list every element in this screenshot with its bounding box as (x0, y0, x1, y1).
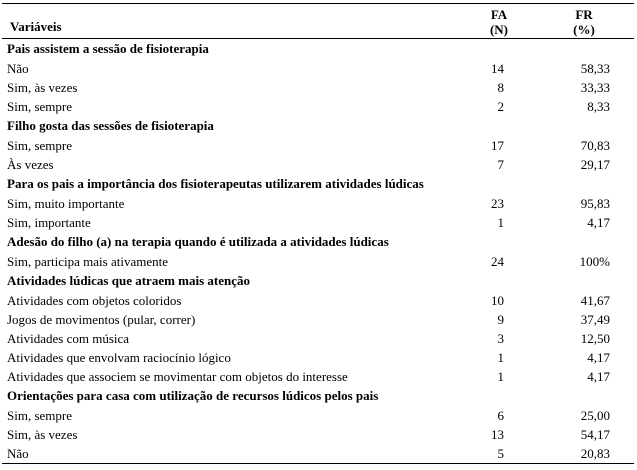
row-fa-value: 1 (497, 349, 504, 365)
row-label: Sim, sempre (7, 98, 72, 114)
row-fr-value: 4,17 (587, 214, 610, 230)
row-fa-value: 10 (491, 292, 504, 308)
section-title: Pais assistem a sessão de fisioterapia (7, 41, 209, 56)
row-fa-value: 1 (497, 214, 504, 230)
row-label: Atividades com música (7, 330, 130, 346)
row-label: Não (7, 60, 29, 76)
row-fr-value: 25,00 (580, 407, 610, 423)
section-header-row (2, 386, 634, 406)
header-fr-line2: (%) (573, 22, 595, 37)
row-fa-value: 14 (491, 60, 504, 76)
section-header-row (2, 271, 634, 291)
row-fa-value: 3 (497, 330, 504, 346)
table-row (2, 329, 634, 348)
table-row (2, 155, 634, 174)
table-row (2, 194, 634, 213)
row-fr-value: 12,50 (580, 330, 610, 346)
row-fa-value: 13 (491, 426, 504, 442)
table-row (2, 348, 634, 367)
row-fa-value: 5 (464, 444, 534, 464)
results-table (2, 3, 634, 464)
table-body (2, 39, 634, 464)
table-row (2, 78, 634, 97)
header-fr (534, 4, 634, 39)
table-row (2, 406, 634, 425)
row-fa-value: 6 (497, 407, 504, 423)
table-row (2, 97, 634, 116)
header-variable: Variáveis (2, 4, 464, 39)
row-fa-value: 2 (497, 98, 504, 114)
row-fa-value: 17 (491, 137, 504, 153)
section-title: Adesão do filho (a) na terapia quando é utilizada a atividades lúdicas (7, 234, 389, 249)
row-label: Sim, sempre (7, 137, 72, 153)
table-row (2, 310, 634, 329)
row-fa-value: 8 (497, 79, 504, 95)
table-row (2, 367, 634, 386)
row-fr-value: 4,17 (587, 368, 610, 384)
row-fa-value: 9 (497, 311, 504, 327)
row-fr-value: 70,83 (580, 137, 610, 153)
row-label: Atividades com objetos coloridos (7, 292, 182, 308)
row-label: Sim, às vezes (7, 426, 78, 442)
table-row (2, 252, 634, 271)
table-header (2, 4, 634, 39)
table-row (2, 213, 634, 232)
row-fr-value: 8,33 (587, 98, 610, 114)
table-row (2, 136, 634, 155)
row-label: Atividades que envolvam raciocínio lógico (7, 349, 231, 365)
row-fr-value: 41,67 (580, 292, 610, 308)
section-header-row (2, 174, 634, 194)
section-title: Atividades lúdicas que atraem mais atenção (7, 273, 251, 288)
row-fa-value: 7 (497, 156, 504, 172)
row-label: Às vezes (7, 156, 54, 172)
header-fa-line2: (N) (489, 22, 509, 37)
section-header-row (2, 116, 634, 136)
table-row (2, 425, 634, 444)
row-label: Sim, muito importante (7, 195, 125, 211)
table-row (2, 59, 634, 78)
section-title: Filho gosta das sessões de fisioterapia (7, 118, 214, 133)
row-fr-value: 54,17 (580, 426, 610, 442)
row-fr-value: 29,17 (580, 156, 610, 172)
section-title: Para os pais a importância dos fisioterapeutas utilizarem atividades lúdicas (7, 176, 424, 191)
row-fa-value: 1 (497, 368, 504, 384)
table-row (2, 444, 634, 464)
row-fr-value: 100% (579, 253, 610, 269)
row-fr-value: 37,49 (580, 311, 610, 327)
row-label: Sim, importante (7, 214, 91, 230)
row-fr-value: 33,33 (580, 79, 610, 95)
row-label: Sim, participa mais ativamente (7, 253, 169, 269)
section-header-row (2, 39, 634, 60)
section-title: Orientações para casa com utilização de recursos lúdicos pelos pais (7, 388, 379, 403)
row-label: Sim, às vezes (7, 79, 78, 95)
table-row (2, 291, 634, 310)
row-fr-value: 20,83 (534, 444, 634, 464)
section-header-row (2, 232, 634, 252)
header-fr-line1: FR (575, 7, 593, 22)
row-label: Atividades que associem se movimentar com objetos do interesse (7, 368, 348, 384)
header-fa-line1: FA (490, 7, 508, 22)
row-fa-value: 24 (491, 253, 504, 269)
row-label: Jogos de movimentos (pular, correr) (7, 311, 196, 327)
row-fa-value: 23 (491, 195, 504, 211)
row-label: Sim, sempre (7, 407, 72, 423)
row-fr-value: 58,33 (580, 60, 610, 76)
row-fr-value: 95,83 (580, 195, 610, 211)
row-fr-value: 4,17 (587, 349, 610, 365)
row-label: Não (2, 444, 464, 464)
header-fa (464, 4, 534, 39)
